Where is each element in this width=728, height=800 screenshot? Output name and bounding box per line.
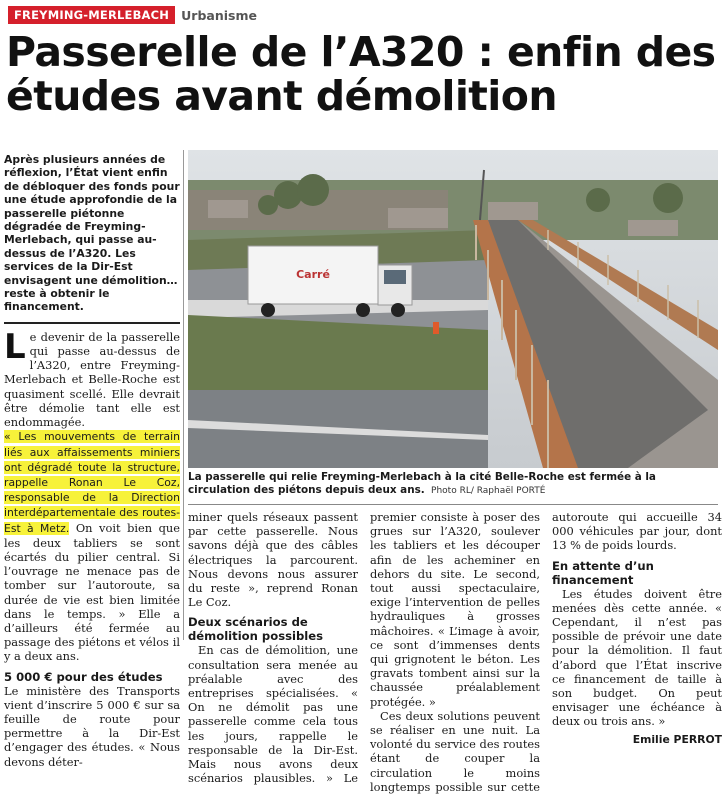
news-photo: [188, 150, 718, 468]
paragraph-2-text: On voit bien que les deux tabliers se sont écartés du pilier central. Si l’ouvrage ne menace pas de tomber sur l’autoroute, sa durée de vie est bien limitée dans le temps. » Elle a d’ailleurs été fermée au passage des piétons et vélos il y a deux ans.: [4, 520, 180, 664]
byline: Emilie PERROT: [632, 732, 722, 746]
caption-text: La passerelle qui relie Freyming-Merlebach à la cité Belle-Roche est fermée à la circulation des piétons depuis deux ans.: [188, 471, 656, 496]
lead-divider: [4, 314, 180, 324]
photo-caption: [188, 471, 718, 498]
paragraph-5: Ces deux solutions peuvent se réaliser en une nuit. La volonté du service des routes étant de couper la circulation le moins longtemps possible sur cette autoroute qui accueille 34 000 véhicules par jour, dont 13 % de poids lourds.: [370, 510, 722, 794]
paragraph-3-text: Le ministère des Transports vient d’inscrire 5 000 € sur sa feuille de route pour permettre à la Dir-Est d’engager des études. « Nous devons déter-: [4, 683, 180, 769]
footbridge-photo: [188, 150, 718, 468]
kicker: [8, 6, 257, 24]
section-badge: FREYMING-MERLEBACH: [8, 6, 175, 24]
paragraph-1-text: e devenir de la passerelle qui passe au-dessus de l’A320, entre Freyming-Merlebach et Belle-Roche est quasiment scellé. Elle devrait être démolie tant elle est endommagée.: [4, 329, 180, 430]
drop-cap: L: [4, 326, 26, 367]
column-1: [4, 153, 180, 769]
photo-credit: Photo RL/ Raphaël PORTÉ: [431, 486, 546, 496]
columns-2-4: [188, 510, 722, 796]
paragraph-3-continued: [188, 510, 358, 609]
rubric-label: Urbanisme: [181, 7, 257, 23]
paragraph-6: Les études doivent être menées dès cette année. « Cependant, il n’est pas possible de prévoir une date pour la démolition. Il faut d’abord que l’État inscrive ce financement de taille à son budget. On peut envisager une échéance à deux ou trois ans. »: [552, 586, 722, 729]
article-headline: Passerelle de l’A320 : enfin des études avant démolition: [6, 28, 716, 120]
highlighted-quote: « Les mouvements de terrain liés aux affaissements miniers ont dégradé toute la structure, rappelle Ronan Le Coz, responsable de la Direction interdépartementale des routes-Est à Metz.: [4, 430, 180, 535]
paragraph-1: [4, 326, 180, 430]
lead-paragraph: Après plusieurs années de réflexion, l’État vient enfin de débloquer des fonds pour une étude approfondie de la passerelle piétonne dégradée de Freyming-Merlebach, qui passe au-dessus de l’A320. Les services de la Dir-Est envisagent une démolition… reste à obtenir le financement.: [4, 153, 180, 314]
subhead-etudes: 5 000 € pour des études: [4, 669, 163, 684]
paragraph-2: [4, 429, 180, 663]
paragraph-4: En cas de démolition, une consultation sera menée au préalable avec des entreprises spécialisées. « On ne démolit pas une passerelle comme cela tous les jours, rappelle le responsable de la Dir-Est. Mais nous avons deux scénarios plausibles. » Le premier consiste à poser des grues sur l’A320, soulever les tabliers et les découper afin de les acheminer en dehors du site. Le second, tout aussi spectaculaire, exige l’intervention de pelles hydrauliques à grosses mâchoires. « L’image à avoir, ce sont d’immenses dents qui grignotent le béton. Les gravats tombent ainsi sur la chaussée préalablement protégée. »: [188, 510, 540, 786]
truck-logo: Carré: [296, 268, 330, 281]
caption-rule: [188, 504, 718, 505]
paragraph-3-continued-text: miner quels réseaux passent par cette passerelle. Nous savons déjà que des câbles électriques la parcourent. Nous devons nous assurer du reste », reprend Ronan Le Coz.: [188, 510, 358, 610]
subhead-financement: En attente d’un financement: [552, 558, 654, 587]
column-rule: [183, 150, 184, 640]
paragraph-3: [4, 684, 180, 769]
subhead-scenarios: Deux scénarios de démolition possibles: [188, 615, 324, 644]
